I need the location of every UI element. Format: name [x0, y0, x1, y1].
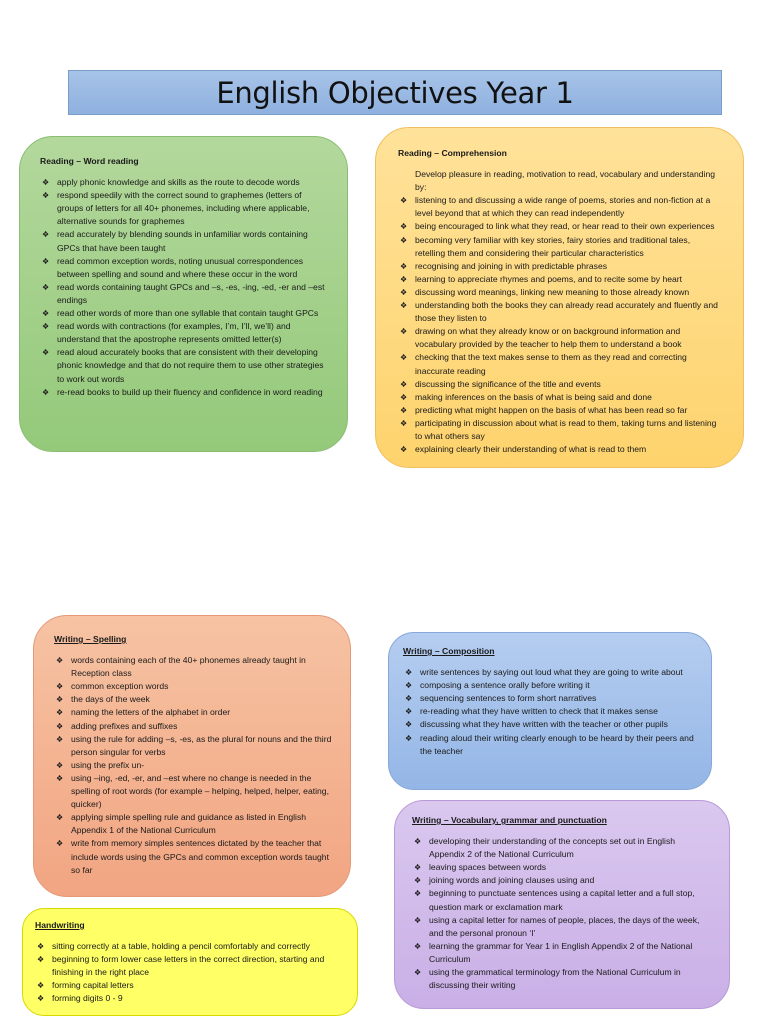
objective-item: ❖ recognising and joining in with predictable phrases: [398, 260, 721, 273]
objective-item: ❖ learning to appreciate rhymes and poems, and to recite some by heart: [398, 273, 721, 286]
objective-item: ❖ using –ing, -ed, -er, and –est where no change is needed in the spelling of root words (for example – helping, helped, helper, eating, quicker): [54, 772, 332, 811]
objective-item: ❖ predicting what might happen on the basis of what has been read so far: [398, 404, 721, 417]
objective-item: ❖ discussing the significance of the title and events: [398, 378, 721, 391]
objective-item: ❖ sequencing sentences to form short narratives: [403, 692, 695, 705]
objective-item: ❖ becoming very familiar with key stories, fairy stories and traditional tales, retelling them and considering their particular characteristics: [398, 234, 721, 260]
objective-item: ❖ discussing word meanings, linking new meaning to those already known: [398, 286, 721, 299]
objective-item: ❖ re-read books to build up their fluency and confidence in word reading: [40, 386, 327, 399]
objective-item: ❖ using a capital letter for names of people, places, the days of the week, and the personal pronoun ‘I’: [412, 914, 711, 940]
objective-item: ❖ adding prefixes and suffixes: [54, 720, 332, 733]
page-title: English Objectives Year 1: [216, 75, 574, 110]
objective-list: [40, 176, 327, 399]
objective-item: ❖ naming the letters of the alphabet in order: [54, 706, 332, 719]
objective-item: ❖ joining words and joining clauses using and: [412, 874, 711, 887]
objective-item: ❖ being encouraged to link what they read, or hear read to their own experiences: [398, 220, 721, 233]
objective-item: ❖ the days of the week: [54, 693, 332, 706]
objective-item: ❖ write sentences by saying out loud what they are going to write about: [403, 666, 695, 679]
objective-item: ❖ read common exception words, noting unusual correspondences between spelling and sound and where these occur in the word: [40, 255, 327, 281]
objective-item: ❖ using the prefix un-: [54, 759, 332, 772]
objective-item: ❖ composing a sentence orally before writing it: [403, 679, 695, 692]
card-heading: Reading – Word reading: [40, 156, 139, 166]
objective-item: ❖ leaving spaces between words: [412, 861, 711, 874]
card-heading: Writing – Composition: [403, 646, 495, 656]
objective-item: ❖ using the rule for adding –s, -es, as the plural for nouns and the third person singular for verbs: [54, 733, 332, 759]
objective-list: [412, 835, 711, 992]
objective-item: ❖ participating in discussion about what is read to them, taking turns and listening to what others say: [398, 417, 721, 443]
objective-item: ❖ words containing each of the 40+ phonemes already taught in Reception class: [54, 654, 332, 680]
objective-item: ❖ read words containing taught GPCs and –s, -es, -ing, -ed, -er and –est endings: [40, 281, 327, 307]
objective-item: ❖ listening to and discussing a wide range of poems, stories and non-fiction at a level beyond that at which they can read independently: [398, 194, 721, 220]
objective-item: ❖ respond speedily with the correct sound to graphemes (letters of groups of letters for all 40+ phonemes, including where applicable, alternative sounds for graphemes: [40, 189, 327, 228]
comprehension-card: [375, 127, 744, 468]
objective-item: ❖ applying simple spelling rule and guidance as listed in English Appendix 1 of the National Curriculum: [54, 811, 332, 837]
objective-item: ❖ read words with contractions (for examples, I’m, I’ll, we’ll) and understand that the apostrophe represents omitted letter(s): [40, 320, 327, 346]
objective-list: [35, 940, 341, 1005]
card-heading: Reading – Comprehension: [398, 148, 507, 158]
objective-item: ❖ re-reading what they have written to check that it makes sense: [403, 705, 695, 718]
card-heading: Writing – Vocabulary, grammar and punctuation: [412, 815, 607, 825]
objective-item: ❖ common exception words: [54, 680, 332, 693]
objective-item: ❖ drawing on what they already know or on background information and vocabulary provided by the teacher to help them to understand a book: [398, 325, 721, 351]
objective-item: ❖ read aloud accurately books that are consistent with their developing phonic knowledge and that do not require them to use other strategies to work out words: [40, 346, 327, 385]
objective-item: ❖ checking that the text makes sense to them as they read and correcting inaccurate reading: [398, 351, 721, 377]
objective-item: ❖ forming digits 0 - 9: [35, 992, 341, 1005]
objective-item: ❖ discussing what they have written with the teacher or other pupils: [403, 718, 695, 731]
objective-item: ❖ making inferences on the basis of what is being said and done: [398, 391, 721, 404]
card-intro: Develop pleasure in reading, motivation to read, vocabulary and understanding by:: [415, 169, 716, 193]
card-heading: Handwriting: [35, 920, 85, 930]
card-heading: Writing – Spelling: [54, 634, 127, 644]
objective-list: [54, 654, 332, 877]
objective-item: ❖ write from memory simples sentences dictated by the teacher that include words using the GPCs and common exception words taught so far: [54, 837, 332, 876]
spelling-card: [33, 615, 351, 897]
objective-list: [403, 666, 695, 758]
objective-item: ❖ reading aloud their writing clearly enough to be heard by their peers and the teacher: [403, 732, 695, 758]
objective-item: ❖ understanding both the books they can already read accurately and fluently and those they listen to: [398, 299, 721, 325]
composition-card: [388, 632, 712, 790]
objective-item: ❖ developing their understanding of the concepts set out in English Appendix 2 of the National Curriculum: [412, 835, 711, 861]
objective-item: ❖ read accurately by blending sounds in unfamiliar words containing GPCs that have been taught: [40, 228, 327, 254]
objective-item: ❖ read other words of more than one syllable that contain taught GPCs: [40, 307, 327, 320]
objective-item: ❖ using the grammatical terminology from the National Curriculum in discussing their writing: [412, 966, 711, 992]
handwriting-card: [22, 908, 358, 1016]
objective-item: ❖ forming capital letters: [35, 979, 341, 992]
title-banner: [68, 70, 722, 115]
objective-item: ❖ sitting correctly at a table, holding a pencil comfortably and correctly: [35, 940, 341, 953]
vocabulary-grammar-card: [394, 800, 730, 1009]
objective-item: ❖ learning the grammar for Year 1 in English Appendix 2 of the National Curriculum: [412, 940, 711, 966]
objective-item: ❖ apply phonic knowledge and skills as the route to decode words: [40, 176, 327, 189]
word-reading-card: [19, 136, 348, 452]
objective-item: ❖ explaining clearly their understanding of what is read to them: [398, 443, 721, 456]
objective-item: ❖ beginning to form lower case letters in the correct direction, starting and finishing in the right place: [35, 953, 341, 979]
objective-list: [398, 194, 721, 456]
objective-item: ❖ beginning to punctuate sentences using a capital letter and a full stop, question mark or exclamation mark: [412, 887, 711, 913]
